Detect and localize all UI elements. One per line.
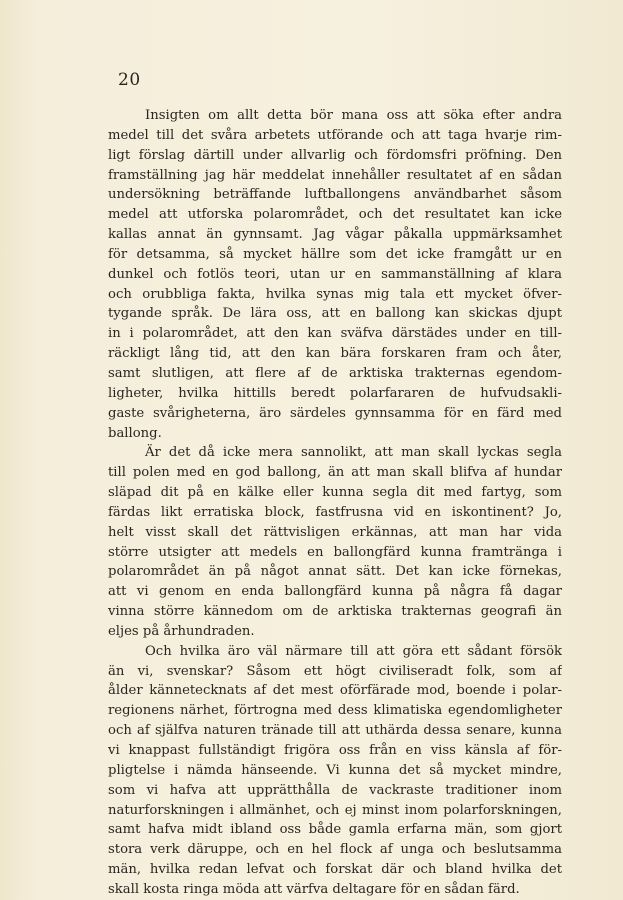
text-line: naturforskningen i allmänhet, och ej minst inom polarforskningen, bbox=[108, 802, 562, 818]
text-line: ligt förslag därtill under allvarlig och fördomsfri pröfning. Den bbox=[108, 147, 562, 163]
text-line: större utsigter att medels en ballongfärd kunna framtränga i bbox=[108, 544, 562, 560]
text-line: ålder kännetecknats af det mest oförfärade mod, boende i polar- bbox=[108, 683, 562, 699]
text-line: eljes på århundraden. bbox=[108, 623, 255, 639]
text-line: ligheter, hvilka hittills beredt polarfararen de hufvudsakli- bbox=[108, 385, 562, 401]
text-line: färdas likt erratiska block, fastfrusna vid en iskontinent? Jo, bbox=[108, 504, 562, 520]
text-line: samt hafva midt ibland oss både gamla erfarna män, som gjort bbox=[108, 822, 562, 838]
text-line: räckligt lång tid, att den kan bära forskaren fram och åter, bbox=[108, 346, 562, 362]
text-line: helt visst skall det rättvisligen erkännas, att man har vida bbox=[108, 524, 562, 540]
text-line: stora verk däruppe, och en hel flock af unga och beslutsamma bbox=[108, 842, 562, 858]
text-line: gaste svårigheterna, äro särdeles gynnsamma för en färd med bbox=[108, 405, 562, 421]
text-line: för detsamma, så mycket hällre som det icke framgått ur en bbox=[108, 246, 562, 262]
text-line: vi knappast fullständigt frigöra oss från en viss känsla af för- bbox=[108, 743, 562, 758]
page-number: 20 bbox=[118, 70, 141, 90]
text-line: Insigten om allt detta bör mana oss att söka efter andra bbox=[145, 108, 562, 123]
text-line: medel att utforska polarområdet, och det resultatet kan icke bbox=[108, 207, 562, 223]
text-line: dunkel och fotlös teori, utan ur en sammanställning af klara bbox=[108, 266, 562, 282]
text-line: skall kosta ringa möda att värfva deltagare för en sådan färd. bbox=[108, 881, 520, 897]
text-line: att vi genom en enda ballongfärd kunna på några få dagar bbox=[108, 584, 562, 600]
text-line: ballong. bbox=[108, 425, 162, 441]
body-text bbox=[108, 106, 562, 900]
text-line: kallas annat än gynnsamt. Jag vågar påkalla uppmärksamhet bbox=[108, 227, 562, 243]
text-line: tygande språk. De lära oss, att en ballong kan skickas djupt bbox=[108, 306, 562, 322]
text-line: släpad dit på en kälke eller kunna segla dit med fartyg, som bbox=[108, 485, 562, 501]
text-line: till polen med en god ballong, än att man skall blifva af hundar bbox=[108, 465, 562, 481]
text-line: polarområdet än på något annat sätt. Det kan icke förnekas, bbox=[108, 564, 562, 580]
text-line: som vi hafva att upprätthålla de vackraste traditioner inom bbox=[108, 782, 562, 798]
text-line: män, hvilka redan lefvat och forskat där och bland hvilka det bbox=[108, 862, 562, 878]
text-line: pligtelse i nämda hänseende. Vi kunna det så mycket mindre, bbox=[108, 762, 562, 778]
text-line: regionens närhet, förtrogna med dess klimatiska egendomligheter bbox=[108, 703, 562, 719]
text-line: än vi, svenskar? Såsom ett högt civiliseradt folk, som af bbox=[108, 663, 562, 679]
text-line: och orubbliga fakta, hvilka synas mig tala ett mycket öfver- bbox=[108, 286, 562, 302]
text-line: Är det då icke mera sannolikt, att man skall lyckas segla bbox=[145, 445, 562, 461]
text-line: Och hvilka äro väl närmare till att göra ett sådant försök bbox=[145, 643, 562, 659]
text-line: in i polarområdet, att den kan sväfva därstädes under en till- bbox=[108, 326, 562, 342]
text-line: samt slutligen, att flere af de arktiska trakternas egendom- bbox=[108, 365, 562, 381]
text-line: och af själfva naturen tränade till att uthärda dessa senare, kunna bbox=[108, 723, 562, 739]
text-line: framställning jag här meddelat innehåller resultatet af en sådan bbox=[108, 167, 562, 183]
text-line: undersökning beträffande luftballongens användbarhet såsom bbox=[108, 187, 562, 203]
text-line: vinna större kännedom om de arktiska trakternas geografi än bbox=[108, 604, 562, 620]
text-line: medel till det svåra arbetets utförande och att taga hvarje rim- bbox=[108, 127, 562, 143]
